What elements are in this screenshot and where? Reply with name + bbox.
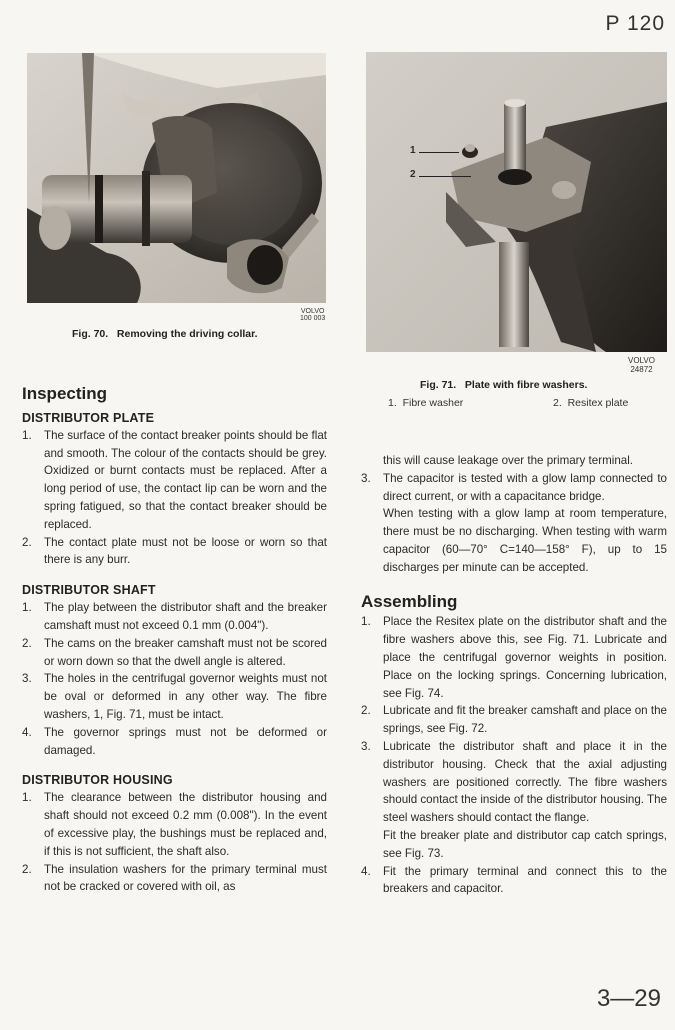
list-item bbox=[22, 789, 327, 860]
list-item bbox=[361, 863, 667, 899]
assembling-list bbox=[361, 613, 667, 898]
list-item bbox=[22, 635, 327, 671]
item-number: 2. bbox=[22, 535, 32, 549]
item-text: Fit the primary terminal and connect this to the breakers and capacitor. bbox=[383, 864, 667, 896]
fig71-legend-item-2: 2. Resitex plate bbox=[553, 397, 629, 409]
list-item bbox=[22, 724, 327, 760]
subheading-distributor-housing: DISTRIBUTOR HOUSING bbox=[22, 773, 173, 788]
item-number: 1. bbox=[361, 615, 371, 629]
distributor-housing-list bbox=[22, 789, 327, 896]
item-number: 2. bbox=[361, 704, 371, 718]
item-number: 3. bbox=[361, 739, 371, 753]
callout-2-label: 2 bbox=[410, 169, 416, 180]
section-title-inspecting: Inspecting bbox=[22, 384, 108, 403]
item-number: 3. bbox=[22, 672, 32, 686]
list-item bbox=[22, 861, 327, 897]
fig70-caption: Fig. 70. Removing the driving collar. bbox=[72, 328, 258, 340]
item-number: 4. bbox=[361, 864, 371, 878]
item-text: The cams on the breaker camshaft must not be scored or worn down so that the dwell angle is altered. bbox=[44, 636, 327, 668]
breaker-plate-fibre-washers-illustration bbox=[366, 52, 667, 352]
list-item bbox=[361, 613, 667, 702]
item-number: 2. bbox=[22, 636, 32, 650]
section-title-assembling: Assembling bbox=[361, 591, 458, 611]
right-column bbox=[361, 452, 667, 898]
item-number: 1. bbox=[22, 428, 32, 442]
fig70-volvo-tag bbox=[300, 308, 325, 322]
fig70-photo bbox=[27, 53, 326, 303]
list-item bbox=[361, 738, 667, 863]
item-text: The surface of the contact breaker points should be flat and smooth. The colour of the contacts should be grey. Oxidized or burnt contacts must be replaced. After a long period of use, the contact lip can be worn and the spring fatigued, so that the contact breaker should be replaced. bbox=[44, 428, 327, 531]
item-text: The capacitor is tested with a glow lamp connected to direct current, or with a capacitance bridge. bbox=[383, 471, 667, 503]
callout-2-line bbox=[419, 176, 471, 177]
fig71-caption: Fig. 71. Plate with fibre washers. bbox=[420, 379, 588, 391]
item-number: 2. bbox=[22, 862, 32, 876]
list-item bbox=[22, 670, 327, 723]
list-item bbox=[361, 702, 667, 738]
fig71-tag-code: 24872 bbox=[630, 365, 653, 374]
item-number: 1. bbox=[22, 601, 32, 615]
item-text: The clearance between the distributor housing and shaft should not exceed 0.2 mm (0.008"). In the event of excessive play, the bushings must be replaced and, if this is not sufficient, the shaft also. bbox=[44, 791, 327, 858]
subheading-distributor-shaft: DISTRIBUTOR SHAFT bbox=[22, 583, 156, 598]
distributor-housing-list-continued bbox=[361, 452, 667, 577]
item-text: Lubricate and fit the breaker camshaft and place on the springs, see Fig. 72. bbox=[383, 704, 667, 736]
fig71-legend-item-1: 1. Fibre washer bbox=[388, 397, 464, 409]
fig71-photo bbox=[366, 52, 667, 352]
list-item bbox=[22, 427, 327, 534]
left-column bbox=[22, 385, 327, 896]
item-text: The contact plate must not be loose or worn so that there is any burr. bbox=[44, 535, 327, 567]
item-text: The governor springs must not be deformed or damaged. bbox=[44, 725, 327, 757]
list-item bbox=[361, 470, 667, 577]
item-number: 3. bbox=[361, 471, 371, 485]
item-text: The holes in the centrifugal governor weights must not be oval or deformed in any other way. The fibre washers, 1, Fig. 71, must be intact. bbox=[44, 672, 327, 721]
item-text: The insulation washers for the primary terminal must not be cracked or covered with oil, as bbox=[44, 862, 327, 894]
item-text: The play between the distributor shaft and the breaker camshaft must not exceed 0.1 mm (0.004"). bbox=[44, 601, 327, 632]
fig71-volvo-tag bbox=[628, 356, 655, 374]
page-id: P 120 bbox=[605, 12, 665, 35]
list-item bbox=[22, 599, 327, 635]
item-number: 4. bbox=[22, 725, 32, 739]
item-text-paragraph-2: When testing with a glow lamp at room temperature, there must be no discharging. When testing with warm capacitor (60—70° C=140—158° F), up to 15 discharges per minute can be accepted. bbox=[383, 507, 667, 574]
subheading-distributor-plate: DISTRIBUTOR PLATE bbox=[22, 410, 155, 425]
distributor-shaft-list bbox=[22, 599, 327, 759]
item-text: this will cause leakage over the primary terminal. bbox=[383, 454, 634, 467]
item-number: 1. bbox=[22, 791, 32, 805]
fig70-tag-code: 100 003 bbox=[300, 315, 326, 322]
callout-1-label: 1 bbox=[410, 145, 416, 156]
list-item bbox=[22, 534, 327, 570]
item-text-paragraph-2: Fit the breaker plate and distributor cap catch springs, see Fig. 73. bbox=[383, 828, 667, 860]
distributor-driving-collar-illustration bbox=[27, 53, 326, 303]
fig71-tag-brand: VOLVO bbox=[628, 356, 655, 365]
fig70-tag-brand: VOLVO bbox=[300, 308, 325, 315]
item-text: Lubricate the distributor shaft and place it in the distributor housing. Check that the axial adjusting washers are positioned correctly. The fibre washers should contact the inside of the distributor housing. The steel washers should contact the flange. bbox=[383, 739, 668, 825]
page-number: 3—29 bbox=[596, 985, 661, 1012]
callout-1-line bbox=[419, 152, 459, 153]
list-item-continued bbox=[361, 452, 667, 470]
item-text: Place the Resitex plate on the distributor shaft and the fibre washers above this, see Fig. 71. Lubricate and place the centrifugal governor weights in position. Place on the locking springs. Concerning lubrication, see Fig. 74. bbox=[383, 615, 667, 700]
distributor-plate-list bbox=[22, 427, 327, 569]
